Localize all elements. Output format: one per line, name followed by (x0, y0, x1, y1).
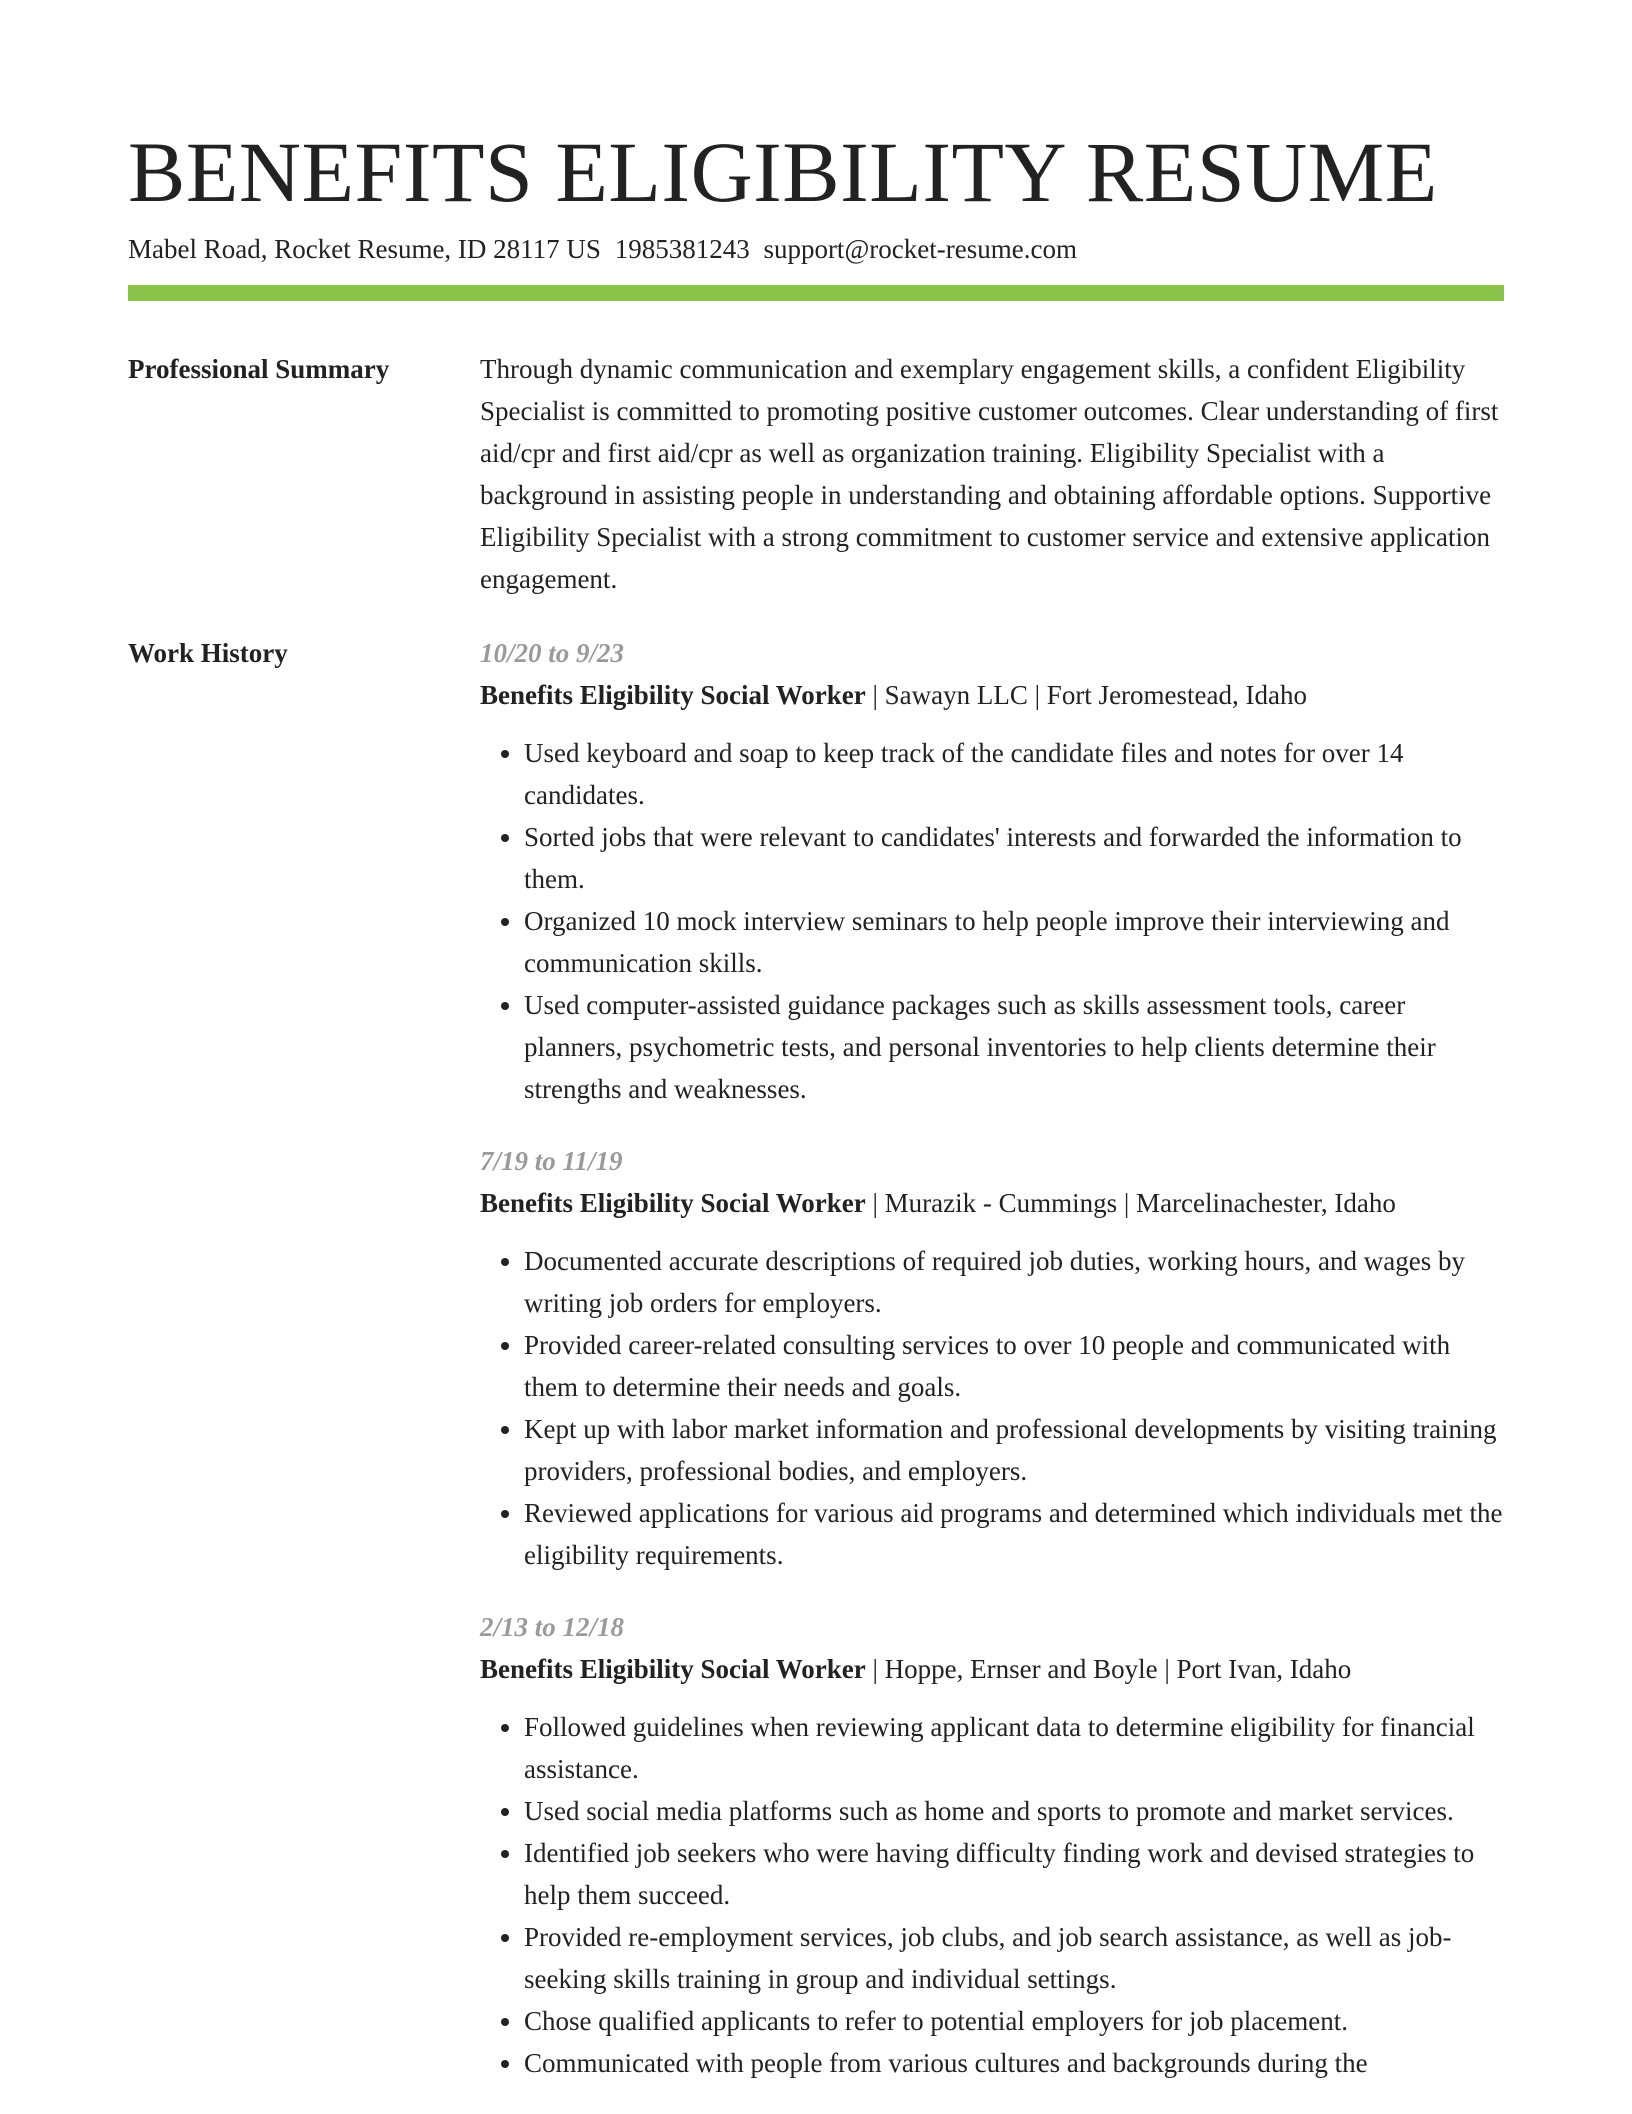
job-company-location: | Murazik - Cummings | Marcelinachester, Idaho (865, 1188, 1396, 1218)
job-title-line (480, 674, 1504, 716)
job-company-location: | Sawayn LLC | Fort Jeromestead, Idaho (865, 680, 1307, 710)
job-bullet: • Followed guidelines when reviewing applicant data to determine eligibility for financial assistance. (524, 1706, 1504, 1790)
job-bullet: • Provided career-related consulting services to over 10 people and communicated with them to determine their needs and goals. (524, 1324, 1504, 1408)
job-bullet: • Identified job seekers who were having difficulty finding work and devised strategies to help them succeed. (524, 1832, 1504, 1916)
resume-title: BENEFITS ELIGIBILITY RESUME (128, 124, 1438, 220)
summary-heading: Professional Summary (128, 354, 390, 384)
contact-email[interactable]: support@rocket-resume.com (763, 234, 1077, 264)
job-dates: 10/20 to 9/23 (480, 638, 625, 668)
job-bullet: • Sorted jobs that were relevant to candidates' interests and forwarded the information to them. (524, 816, 1504, 900)
contact-line (128, 231, 1077, 267)
job-bullet-list (480, 1706, 1504, 2084)
job-dates: 7/19 to 11/19 (480, 1146, 623, 1176)
job-entry (480, 1606, 1504, 2084)
job-title-line (480, 1648, 1504, 1690)
job-bullet-list (480, 732, 1504, 1110)
work-history-heading: Work History (128, 638, 288, 668)
job-bullet: • Provided re-employment services, job clubs, and job search assistance, as well as job-seeking skills training in group and individual settings. (524, 1916, 1504, 2000)
job-bullet: • Organized 10 mock interview seminars to help people improve their interviewing and communication skills. (524, 900, 1504, 984)
job-bullet: • Used social media platforms such as home and sports to promote and market services. (524, 1790, 1504, 1832)
job-bullet: • Documented accurate descriptions of required job duties, working hours, and wages by writing job orders for employers. (524, 1240, 1504, 1324)
job-entry (480, 632, 1504, 1110)
job-title: Benefits Eligibility Social Worker (480, 1654, 866, 1684)
summary-text: Through dynamic communication and exemplary engagement skills, a confident Eligibility Specialist is committed to promoting positive customer outcomes. Clear understanding of first aid/cpr and first aid/cpr as well as organization training. Eligibility Specialist with a background in assisting people in understanding and obtaining affordable options. Supportive Eligibility Specialist with a strong commitment to customer service and extensive application engagement. (480, 354, 1499, 594)
job-title: Benefits Eligibility Social Worker (480, 680, 866, 710)
work-history-body (480, 632, 1504, 2114)
job-title: Benefits Eligibility Social Worker (480, 1188, 866, 1218)
job-bullet-list (480, 1240, 1504, 1576)
job-company-location: | Hoppe, Ernser and Boyle | Port Ivan, Idaho (865, 1654, 1352, 1684)
job-bullet: • Reviewed applications for various aid programs and determined which individuals met the eligibility requirements. (524, 1492, 1504, 1576)
header-divider (128, 285, 1504, 301)
job-entry (480, 1140, 1504, 1576)
job-bullet: • Used keyboard and soap to keep track of the candidate files and notes for over 14 candidates. (524, 732, 1504, 816)
summary-body (480, 348, 1504, 600)
job-bullet: • Communicated with people from various cultures and backgrounds during the (524, 2042, 1504, 2084)
job-bullet: • Used computer-assisted guidance packages such as skills assessment tools, career planners, psychometric tests, and personal inventories to help clients determine their strengths and weaknesses. (524, 984, 1504, 1110)
job-dates: 2/13 to 12/18 (480, 1612, 625, 1642)
contact-address: Mabel Road, Rocket Resume, ID 28117 US (128, 234, 601, 264)
job-bullet: • Kept up with labor market information and professional developments by visiting training providers, professional bodies, and employers. (524, 1408, 1504, 1492)
job-bullet: • Chose qualified applicants to refer to potential employers for job placement. (524, 2000, 1504, 2042)
contact-phone: 1985381243 (614, 234, 750, 264)
job-title-line (480, 1182, 1504, 1224)
